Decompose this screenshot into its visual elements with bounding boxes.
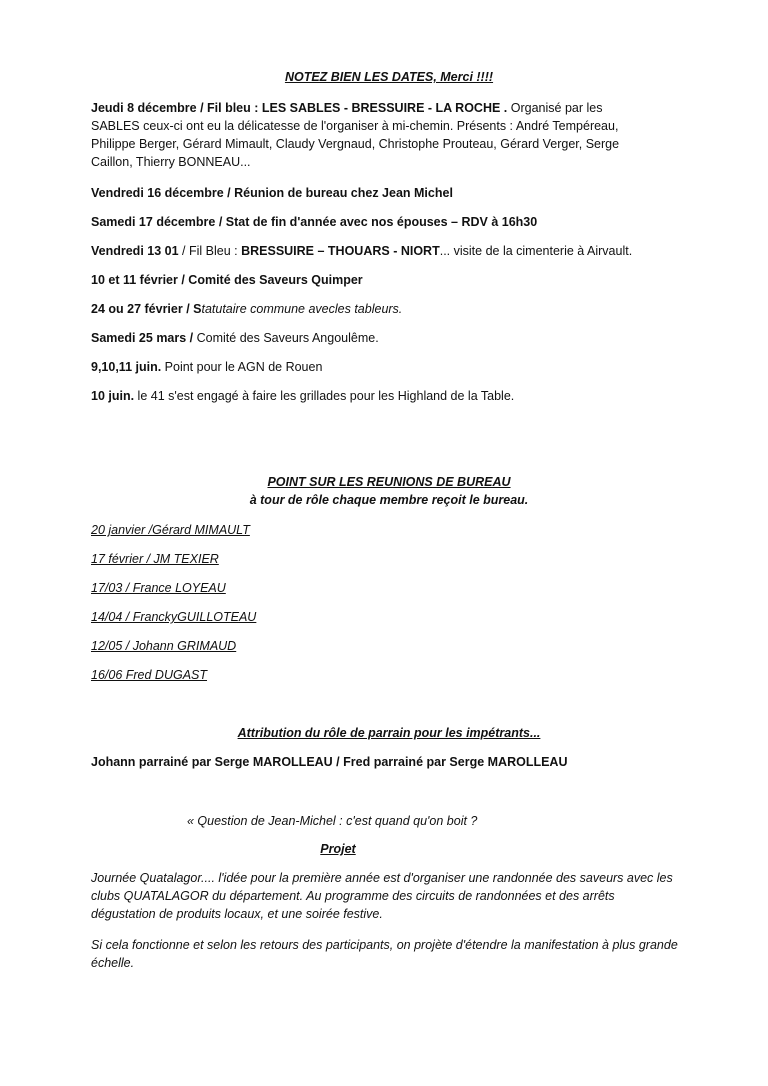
event-9-bold: 10 juin. <box>91 389 135 403</box>
event-8 <box>91 358 691 376</box>
parrain-text <box>91 753 691 771</box>
event-5-bold: 10 et 11 février / Comité des Saveurs Quimper <box>91 273 363 287</box>
event-9-text: le 41 s'est engagé à faire les grillades pour les Highland de la Table. <box>134 389 515 403</box>
event-8-text: Point pour le AGN de Rouen <box>161 360 323 374</box>
meeting-item: 16/06 Fred DUGAST <box>91 668 208 682</box>
event-6 <box>91 300 691 318</box>
event-6-bold: 24 ou 27 février / S <box>91 302 202 316</box>
event-8-bold: 9,10,11 juin. <box>91 360 162 374</box>
event-3 <box>91 213 691 231</box>
event-1 <box>91 99 651 171</box>
event-7-bold: Samedi 25 mars / <box>91 331 194 345</box>
meeting-item: 17 février / JM TEXIER <box>91 552 219 566</box>
meeting-item: 14/04 / FranckyGUILLOTEAU <box>91 610 257 624</box>
meeting-item: 20 janvier /Gérard MIMAULT <box>91 523 250 537</box>
event-1-bold: Jeudi 8 décembre / Fil bleu : LES SABLES - BRESSUIRE - LA ROCHE . <box>91 101 508 115</box>
event-4-bold2: BRESSUIRE – THOUARS - NIORT <box>241 244 440 258</box>
projet-heading: Projet <box>320 842 356 856</box>
event-4-text1: / Fil Bleu : <box>178 244 242 258</box>
bureau-heading: POINT SUR LES REUNIONS DE BUREAU <box>267 475 511 489</box>
question-line: « Question de Jean-Michel : c'est quand qu'on boit ? <box>187 814 478 828</box>
event-5 <box>91 271 691 289</box>
meeting-item: 17/03 / France LOYEAU <box>91 581 226 595</box>
parrain-text-bold: Johann parrainé par Serge MAROLLEAU / Fred parrainé par Serge MAROLLEAU <box>91 755 568 769</box>
event-7-text: Comité des Saveurs Angoulême. <box>193 331 379 345</box>
projet-para-1: Journée Quatalagor.... l'idée pour la première année est d'organiser une randonnée des saveurs avec les clubs QUATALAGOR du département. Au programme des circuits de randonnées et des arrêts dégustation de produits locaux, et une soirée festive. <box>91 871 673 921</box>
event-9 <box>91 387 691 405</box>
event-1-text: Organisé par les SABLES ceux-ci ont eu la délicatesse de l'organiser à mi-chemin. Présents : André Tempéreau, Philippe Berger, Gérard Mimault, Claudy Vergnaud, Christophe Prouteau, Gérard Verger, Serge Caillon, Thierry BONNEAU... <box>91 101 620 169</box>
event-7 <box>91 329 691 347</box>
event-4 <box>91 242 691 260</box>
event-6-italic: tatutaire commune avecles tableurs. <box>201 302 403 316</box>
bureau-subheading: à tour de rôle chaque membre reçoit le bureau. <box>249 493 529 507</box>
event-3-bold: Samedi 17 décembre / Stat de fin d'année avec nos épouses – RDV à 16h30 <box>91 215 538 229</box>
parrain-heading: Attribution du rôle de parrain pour les impétrants... <box>237 726 541 740</box>
page-title: NOTEZ BIEN LES DATES, Merci !!!! <box>284 70 494 84</box>
event-2-bold: Vendredi 16 décembre / Réunion de bureau chez Jean Michel <box>91 186 453 200</box>
event-4-text2: ... visite de la cimenterie à Airvault. <box>439 244 633 258</box>
event-4-bold: Vendredi 13 01 <box>91 244 179 258</box>
event-2 <box>91 184 691 202</box>
projet-para-2: Si cela fonctionne et selon les retours des participants, on projète d'étendre la manifestation à plus grande échelle. <box>91 938 678 970</box>
meeting-item: 12/05 / Johann GRIMAUD <box>91 639 237 653</box>
